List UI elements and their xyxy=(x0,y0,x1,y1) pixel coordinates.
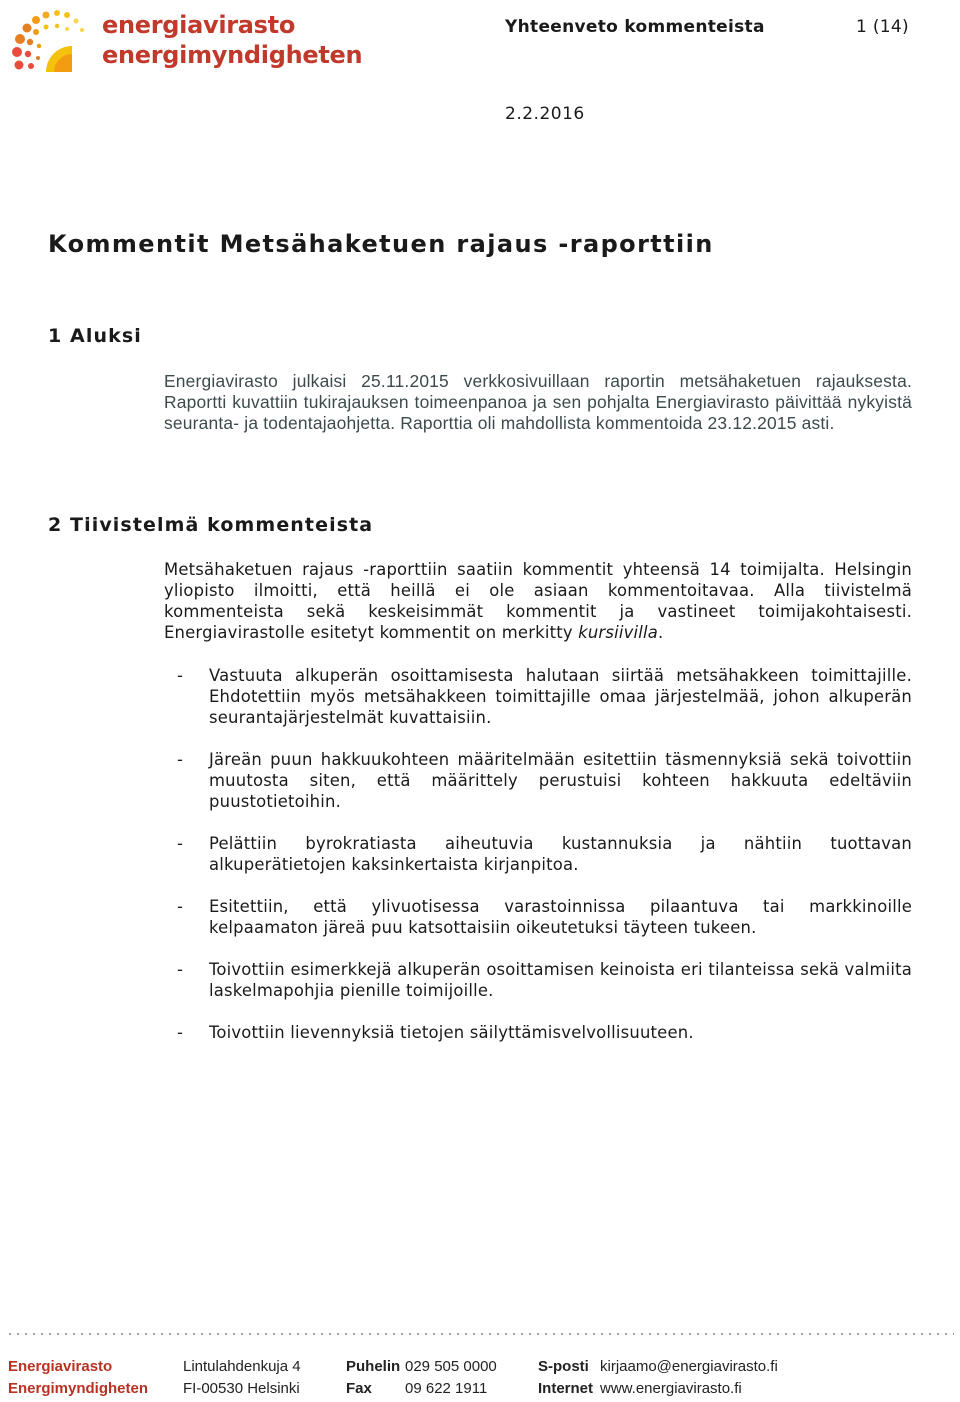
page-number: 1 (14) xyxy=(856,17,909,37)
list-item-text: Esitettiin, että ylivuotisessa varastoinnissa pilaantuva tai markkinoille kelpaamaton järeä puu katsottaisiin oikeutetuksi täyteen tukeen. xyxy=(209,897,912,937)
footer-contact-labels xyxy=(538,1356,593,1400)
dash-bullet-icon: - xyxy=(177,750,184,769)
footer-org-sv: Energimyndigheten xyxy=(8,1380,149,1397)
footer-fax-label: Fax xyxy=(346,1380,372,1397)
list-item xyxy=(164,833,912,875)
list-item-text: Toivottiin lievennyksiä tietojen säilyttämisvelvollisuuteen. xyxy=(209,1023,694,1042)
energiavirasto-logo xyxy=(6,6,363,76)
list-item xyxy=(164,749,912,812)
footer-address xyxy=(183,1356,301,1400)
list-item xyxy=(164,896,912,938)
footer-email-label: S-posti xyxy=(538,1358,589,1375)
paragraph-end: . xyxy=(658,623,664,642)
dash-bullet-icon: - xyxy=(177,666,184,685)
sun-logo-icon xyxy=(6,6,92,76)
paragraph-italic-word: kursiivilla xyxy=(578,623,659,642)
list-item-text: Pelättiin byrokratiasta aiheutuvia kustannuksia ja nähtiin tuottavan alkuperätietojen kaksinkertaista kirjanpitoa. xyxy=(209,834,912,874)
list-item xyxy=(164,959,912,1001)
footer-street: Lintulahdenkuja 4 xyxy=(183,1358,301,1375)
list-item-text: Järeän puun hakkuukohteen määritelmään esitettiin täsmennyksiä sekä toivottiin muutosta siten, että määrittely perustuisi kohteen hakkuuta edeltäviin puustotietoihin. xyxy=(209,750,912,811)
logo-line-sv: energimyndigheten xyxy=(102,41,363,69)
footer-phone: 029 505 0000 xyxy=(405,1358,497,1375)
footer-organization xyxy=(8,1356,148,1400)
list-item-text: Vastuuta alkuperän osoittamisesta halutaan siirtää metsähakkeen toimittajille. Ehdotettiin myös metsähakkeen toimittajille omaa järjestelmää, johon alkuperän seurantajärjestelmät kuvattaisiin. xyxy=(209,666,912,727)
section-heading-tiivistelma: 2 Tiivistelmä kommenteista xyxy=(48,514,374,536)
section-paragraph-aluksi: Energiavirasto julkaisi 25.11.2015 verkkosivuillaan raportin metsähaketuen rajauksesta. Raportti kuvattiin tukirajauksen toimeenpanoa ja sen pohjalta Energiavirasto päivittää nykyistä seuranta- ja todentajaohjetta. Raporttia oli mahdollista kommentoida 23.12.2015 asti. xyxy=(164,371,912,433)
dash-bullet-icon: - xyxy=(177,897,184,916)
section-heading-aluksi: 1 Aluksi xyxy=(48,325,142,347)
footer-web-link[interactable]: www.energiavirasto.fi xyxy=(600,1380,742,1397)
footer-dotted-divider xyxy=(6,1332,954,1336)
dash-bullet-icon: - xyxy=(177,960,184,979)
footer-email-link[interactable]: kirjaamo@energiavirasto.fi xyxy=(600,1358,778,1375)
section-paragraph-tiivistelma xyxy=(164,559,912,643)
dash-bullet-icon: - xyxy=(177,1023,184,1042)
paragraph-text: Metsähaketuen rajaus -raporttiin saatiin kommentit yhteensä 14 toimijalta. Helsingin yliopisto ilmoitti, että heillä ei ole asiaan kommentoitavaa. Alla tiivistelmä kommenteista sekä keskeisimmät kommentit ja vastineet toimijakohtaisesti. Energiavirastolle esitetyt kommentit on merkitty xyxy=(164,560,912,642)
document-type: Yhteenveto kommenteista xyxy=(505,17,765,37)
footer-web-label: Internet xyxy=(538,1380,594,1397)
document-title: Kommentit Metsähaketuen rajaus -raporttiin xyxy=(48,230,714,258)
footer-phone-labels xyxy=(346,1356,400,1400)
logo-wordmark xyxy=(102,10,362,70)
footer-contact-values xyxy=(600,1356,778,1400)
footer-postal: FI-00530 Helsinki xyxy=(183,1380,300,1397)
footer-org-fi: Energiavirasto xyxy=(8,1358,113,1375)
footer-phone-label: Puhelin xyxy=(346,1358,401,1375)
footer-phone-values xyxy=(405,1356,497,1400)
summary-bullet-list xyxy=(164,665,912,1064)
footer-fax: 09 622 1911 xyxy=(405,1380,488,1397)
dash-bullet-icon: - xyxy=(177,834,184,853)
logo-line-fi: energiavirasto xyxy=(102,11,296,39)
document-date: 2.2.2016 xyxy=(505,104,585,124)
list-item-text: Toivottiin esimerkkejä alkuperän osoittamisen keinoista eri tilanteissa sekä valmiita laskelmapohjia pienille toimijoille. xyxy=(209,960,912,1000)
list-item xyxy=(164,665,912,728)
list-item xyxy=(164,1022,912,1043)
